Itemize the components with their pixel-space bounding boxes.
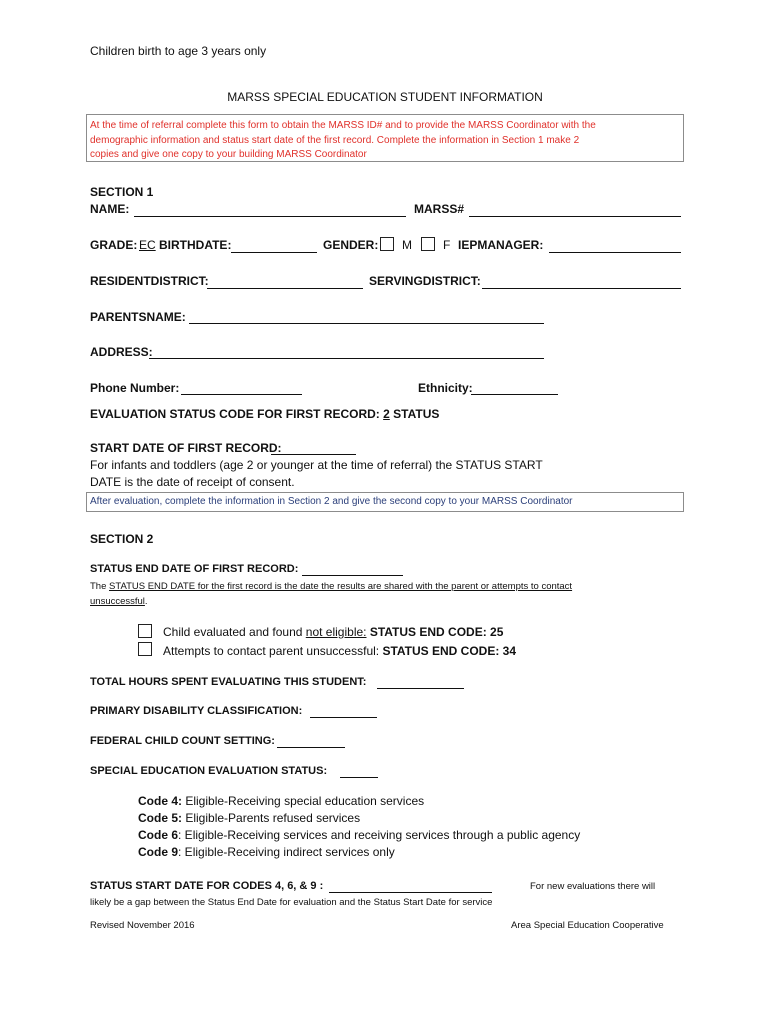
- code-text: : Eligible-Receiving services and receiving services through a public agency: [178, 828, 581, 842]
- resident-district-field[interactable]: [207, 288, 363, 289]
- code-text: : Eligible-Receiving indirect services only: [178, 845, 395, 859]
- grade-value: EC: [139, 238, 156, 252]
- federal-setting-field[interactable]: [277, 747, 345, 748]
- sped-status-field[interactable]: [340, 777, 378, 778]
- sped-status-label: SPECIAL EDUCATION EVALUATION STATUS:: [90, 765, 328, 777]
- iep-manager-field[interactable]: [549, 252, 681, 253]
- code-label: Code 6: [138, 828, 179, 842]
- after-eval-box: [86, 492, 684, 512]
- code-label: Code 9: [138, 845, 179, 859]
- option1-code: STATUS END CODE: 25: [366, 625, 504, 639]
- code-item: [138, 845, 395, 859]
- option1-underlined: not eligible:: [305, 625, 367, 639]
- option-contact-unsuccessful: [163, 644, 516, 658]
- end-date-label: STATUS END DATE OF FIRST RECORD:: [90, 563, 299, 575]
- resident-district-label: RESIDENTDISTRICT:: [90, 274, 209, 288]
- code-item: [138, 828, 580, 842]
- gender-m-label: M: [402, 238, 412, 252]
- eval-status-code-line: [90, 407, 439, 421]
- ethnicity-label: Ethnicity:: [418, 381, 473, 395]
- option-not-eligible: [163, 625, 503, 639]
- gender-m-checkbox[interactable]: [380, 237, 394, 251]
- start-date-codes-label: STATUS START DATE FOR CODES 4, 6, & 9 :: [90, 880, 324, 892]
- section2-heading: SECTION 2: [90, 532, 154, 546]
- start-date-field[interactable]: [271, 454, 356, 455]
- eval-status-suffix: STATUS: [393, 407, 440, 421]
- not-eligible-checkbox[interactable]: [138, 624, 152, 638]
- end-date-note-line-1: [90, 581, 572, 592]
- option1-pre: Child evaluated and found: [163, 625, 306, 639]
- end-date-note-dot: .: [144, 596, 148, 607]
- end-date-note-line-2: [90, 596, 148, 607]
- age-note: Children birth to age 3 years only: [90, 44, 267, 58]
- revised-date: Revised November 2016: [90, 920, 195, 931]
- phone-field[interactable]: [181, 394, 302, 395]
- parents-name-field[interactable]: [189, 323, 544, 324]
- notice-box: [86, 114, 684, 162]
- after-eval-note: After evaluation, complete the information in Section 2 and give the second copy to your MARSS Coordinator: [90, 496, 573, 507]
- federal-setting-label: FEDERAL CHILD COUNT SETTING:: [90, 735, 275, 747]
- end-date-note-pre: The: [90, 581, 110, 592]
- new-eval-note-a: For new evaluations there will: [530, 881, 656, 892]
- code-label: Code 4:: [138, 794, 183, 808]
- gender-label: GENDER:: [323, 238, 379, 252]
- ethnicity-field[interactable]: [471, 394, 558, 395]
- eval-status-code: 2: [383, 407, 390, 421]
- name-label: NAME:: [90, 202, 130, 216]
- option2-code: STATUS END CODE: 34: [382, 644, 517, 658]
- new-eval-note-b: likely be a gap between the Status End Date for evaluation and the Status Start Date for service: [90, 897, 493, 908]
- serving-district-field[interactable]: [482, 288, 681, 289]
- marss-label: MARSS#: [414, 202, 465, 216]
- code-text: Eligible-Parents refused services: [182, 811, 361, 825]
- contact-unsuccessful-checkbox[interactable]: [138, 642, 152, 656]
- hours-label: TOTAL HOURS SPENT EVALUATING THIS STUDENT:: [90, 676, 367, 688]
- address-field[interactable]: [149, 358, 544, 359]
- infant-note-line-2: DATE is the date of receipt of consent.: [90, 475, 295, 489]
- notice-line-2: demographic information and status start date of the first record. Complete the information in Section 1 make 2: [90, 135, 580, 146]
- birthdate-label: BIRTHDATE:: [159, 238, 232, 252]
- start-date-label: START DATE OF FIRST RECORD:: [90, 441, 282, 455]
- code-item: [138, 794, 424, 808]
- grade-label: GRADE:: [90, 238, 138, 252]
- section1-heading: SECTION 1: [90, 185, 154, 199]
- form-title: MARSS SPECIAL EDUCATION STUDENT INFORMATION: [227, 90, 543, 104]
- start-date-codes-field[interactable]: [329, 892, 492, 893]
- infant-note-line-1: For infants and toddlers (age 2 or younger at the time of referral) the STATUS START: [90, 458, 543, 472]
- eval-status-prefix: EVALUATION STATUS CODE FOR FIRST RECORD:: [90, 407, 380, 421]
- cooperative-name: Area Special Education Cooperative: [511, 920, 664, 931]
- notice-line-3: copies and give one copy to your building MARSS Coordinator: [90, 149, 367, 160]
- address-label: ADDRESS:: [90, 345, 153, 359]
- iep-manager-label: IEPMANAGER:: [458, 238, 544, 252]
- marss-field[interactable]: [469, 216, 681, 217]
- code-item: [138, 811, 360, 825]
- code-text: Eligible-Receiving special education services: [182, 794, 425, 808]
- serving-district-label: SERVINGDISTRICT:: [369, 274, 481, 288]
- birthdate-field[interactable]: [231, 252, 317, 253]
- notice-line-1: At the time of referral complete this form to obtain the MARSS ID# and to provide the MARSS Coordinator with the: [90, 120, 596, 131]
- name-field[interactable]: [134, 216, 406, 217]
- disability-label: PRIMARY DISABILITY CLASSIFICATION:: [90, 705, 303, 717]
- hours-field[interactable]: [377, 688, 464, 689]
- disability-field[interactable]: [310, 717, 377, 718]
- option2-pre: Attempts to contact parent unsuccessful:: [163, 644, 383, 658]
- gender-f-checkbox[interactable]: [421, 237, 435, 251]
- code-label: Code 5:: [138, 811, 183, 825]
- phone-label: Phone Number:: [90, 381, 180, 395]
- parents-name-label: PARENTSNAME:: [90, 310, 186, 324]
- end-date-field[interactable]: [302, 575, 403, 576]
- gender-f-label: F: [443, 238, 451, 252]
- end-date-note-link: STATUS END DATE for the first record is the date the results are shared with the parent or attempts to contact: [109, 581, 573, 592]
- end-date-note-unsuccessful: unsuccessful: [90, 596, 145, 607]
